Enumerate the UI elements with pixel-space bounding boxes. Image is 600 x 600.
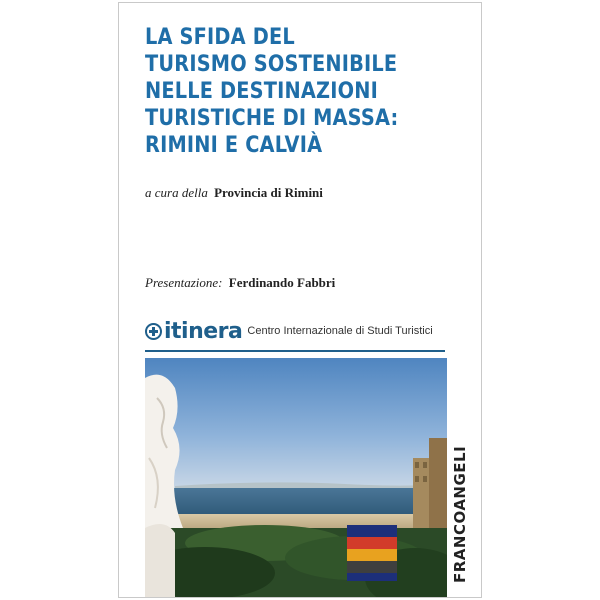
publisher-name: FRANCOANGELI: [451, 445, 469, 583]
divider: [145, 350, 445, 352]
presentation-line: [145, 275, 335, 291]
title-line-3: NELLE DESTINAZIONI: [145, 78, 378, 104]
presentation-name: Ferdinando Fabbri: [228, 275, 336, 290]
beach-scene-image: [145, 358, 447, 598]
title-line-1: LA SFIDA DEL: [145, 24, 295, 50]
presentation-lead: Presentazione:: [145, 275, 223, 290]
curator-name: Provincia di Rimini: [214, 185, 323, 200]
title-line-2: TURISMO SOSTENIBILE: [145, 51, 398, 77]
curator-lead: a cura della: [145, 185, 208, 200]
publisher-imprint: [449, 443, 475, 583]
title-line-5: RIMINI E CALVIÀ: [145, 132, 323, 158]
book-title: [145, 24, 429, 159]
itinera-logo-icon: [145, 323, 162, 340]
curator-line: [145, 185, 323, 201]
series-logo: [145, 316, 433, 346]
series-description: Centro Internazionale di Studi Turistici: [247, 325, 433, 337]
cover-photo: [145, 358, 447, 598]
title-line-4: TURISTICHE DI MASSA:: [145, 105, 399, 131]
series-logo-text: itinera: [164, 318, 243, 344]
publisher-stamp-icon: [345, 523, 399, 583]
book-cover: [118, 2, 482, 598]
